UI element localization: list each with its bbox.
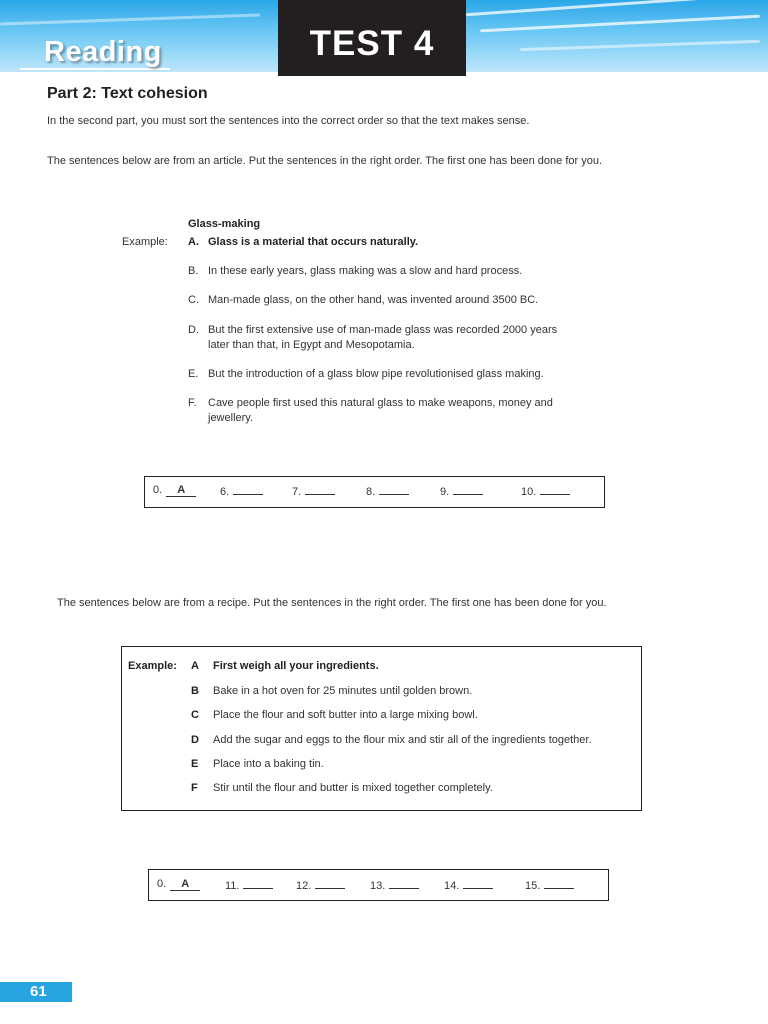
answer-slot[interactable]: 0. A — [153, 484, 196, 497]
sentence-letter: C. — [188, 294, 199, 306]
recipe-letter: C — [191, 709, 199, 721]
answer-blank[interactable] — [453, 484, 483, 495]
answer-blank[interactable] — [305, 484, 335, 495]
sentence-letter: D. — [188, 324, 199, 336]
answer-slot[interactable]: 8. — [366, 484, 409, 498]
sentence-letter: E. — [188, 368, 199, 380]
recipe-text: Bake in a hot oven for 25 minutes until golden brown. — [213, 685, 473, 697]
answer-slot[interactable]: 13. — [370, 878, 419, 892]
article-example-label: Example: — [122, 236, 168, 248]
recipe-letter: A — [191, 660, 199, 672]
test-title: TEST 4 — [309, 24, 435, 63]
sentence-text: In these early years, glass making was a slow and hard process. — [208, 265, 523, 277]
test-label-box — [278, 0, 466, 76]
part-title: Part 2: Text cohesion — [47, 85, 208, 102]
page-number: 61 — [30, 983, 47, 1000]
answer-blank[interactable] — [540, 484, 570, 495]
answer-blank[interactable] — [243, 878, 273, 889]
answer-blank[interactable]: A — [166, 486, 196, 497]
article-heading: Glass-making — [188, 218, 261, 230]
page-number-badge — [0, 982, 72, 1002]
sentence-text: Man-made glass, on the other hand, was invented around 3500 BC. — [208, 294, 539, 306]
recipe-text: Place the flour and soft butter into a large mixing bowl. — [213, 709, 478, 721]
answer-blank[interactable]: A — [170, 880, 200, 891]
answer-slot[interactable]: 12. — [296, 878, 345, 892]
answer-blank[interactable] — [379, 484, 409, 495]
article-instruction: The sentences below are from an article. Put the sentences in the right order. The first one has been done for you. — [47, 155, 603, 167]
answer-slot[interactable]: 9. — [440, 484, 483, 498]
recipe-text: Place into a baking tin. — [213, 758, 324, 770]
recipe-letter: B — [191, 685, 199, 697]
section-title: Reading — [44, 36, 162, 68]
answer-blank[interactable] — [544, 878, 574, 889]
answer-slot[interactable]: 10. — [521, 484, 570, 498]
part-intro: In the second part, you must sort the sentences into the correct order so that the text makes sense. — [47, 115, 530, 127]
recipe-text: First weigh all your ingredients. — [213, 660, 379, 672]
answer-blank[interactable] — [463, 878, 493, 889]
answer-slot[interactable]: 11. — [225, 878, 273, 892]
answer-blank[interactable] — [315, 878, 345, 889]
answer-blank[interactable] — [389, 878, 419, 889]
recipe-example-label: Example: — [128, 660, 177, 672]
sentence-text: Glass is a material that occurs naturally. — [208, 236, 419, 248]
answer-slot[interactable]: 14. — [444, 878, 493, 892]
answer-slot[interactable]: 7. — [292, 484, 335, 498]
recipe-letter: E — [191, 758, 199, 770]
recipe-instruction: The sentences below are from a recipe. Put the sentences in the right order. The first one has been done for you. — [57, 597, 607, 609]
sentence-text: But the introduction of a glass blow pipe revolutionised glass making. — [208, 368, 544, 380]
recipe-letter: F — [191, 782, 198, 794]
answer-blank[interactable] — [233, 484, 263, 495]
answer-slot[interactable]: 6. — [220, 484, 263, 498]
sentence-text: Cave people first used this natural glass to make weapons, money and jewellery. — [208, 397, 553, 424]
recipe-text: Add the sugar and eggs to the flour mix and stir all of the ingredients together. — [213, 734, 592, 746]
sentence-text: But the first extensive use of man-made glass was recorded 2000 years later than that, in Egypt and Mesopotamia. — [208, 324, 558, 351]
sentence-letter: B. — [188, 265, 199, 277]
sentence-letter: A. — [188, 236, 199, 248]
answer-slot[interactable]: 15. — [525, 878, 574, 892]
sentence-letter: F. — [188, 397, 197, 409]
recipe-text: Stir until the flour and butter is mixed together completely. — [213, 782, 493, 794]
recipe-letter: D — [191, 734, 199, 746]
answer-slot[interactable]: 0. A — [157, 878, 200, 891]
